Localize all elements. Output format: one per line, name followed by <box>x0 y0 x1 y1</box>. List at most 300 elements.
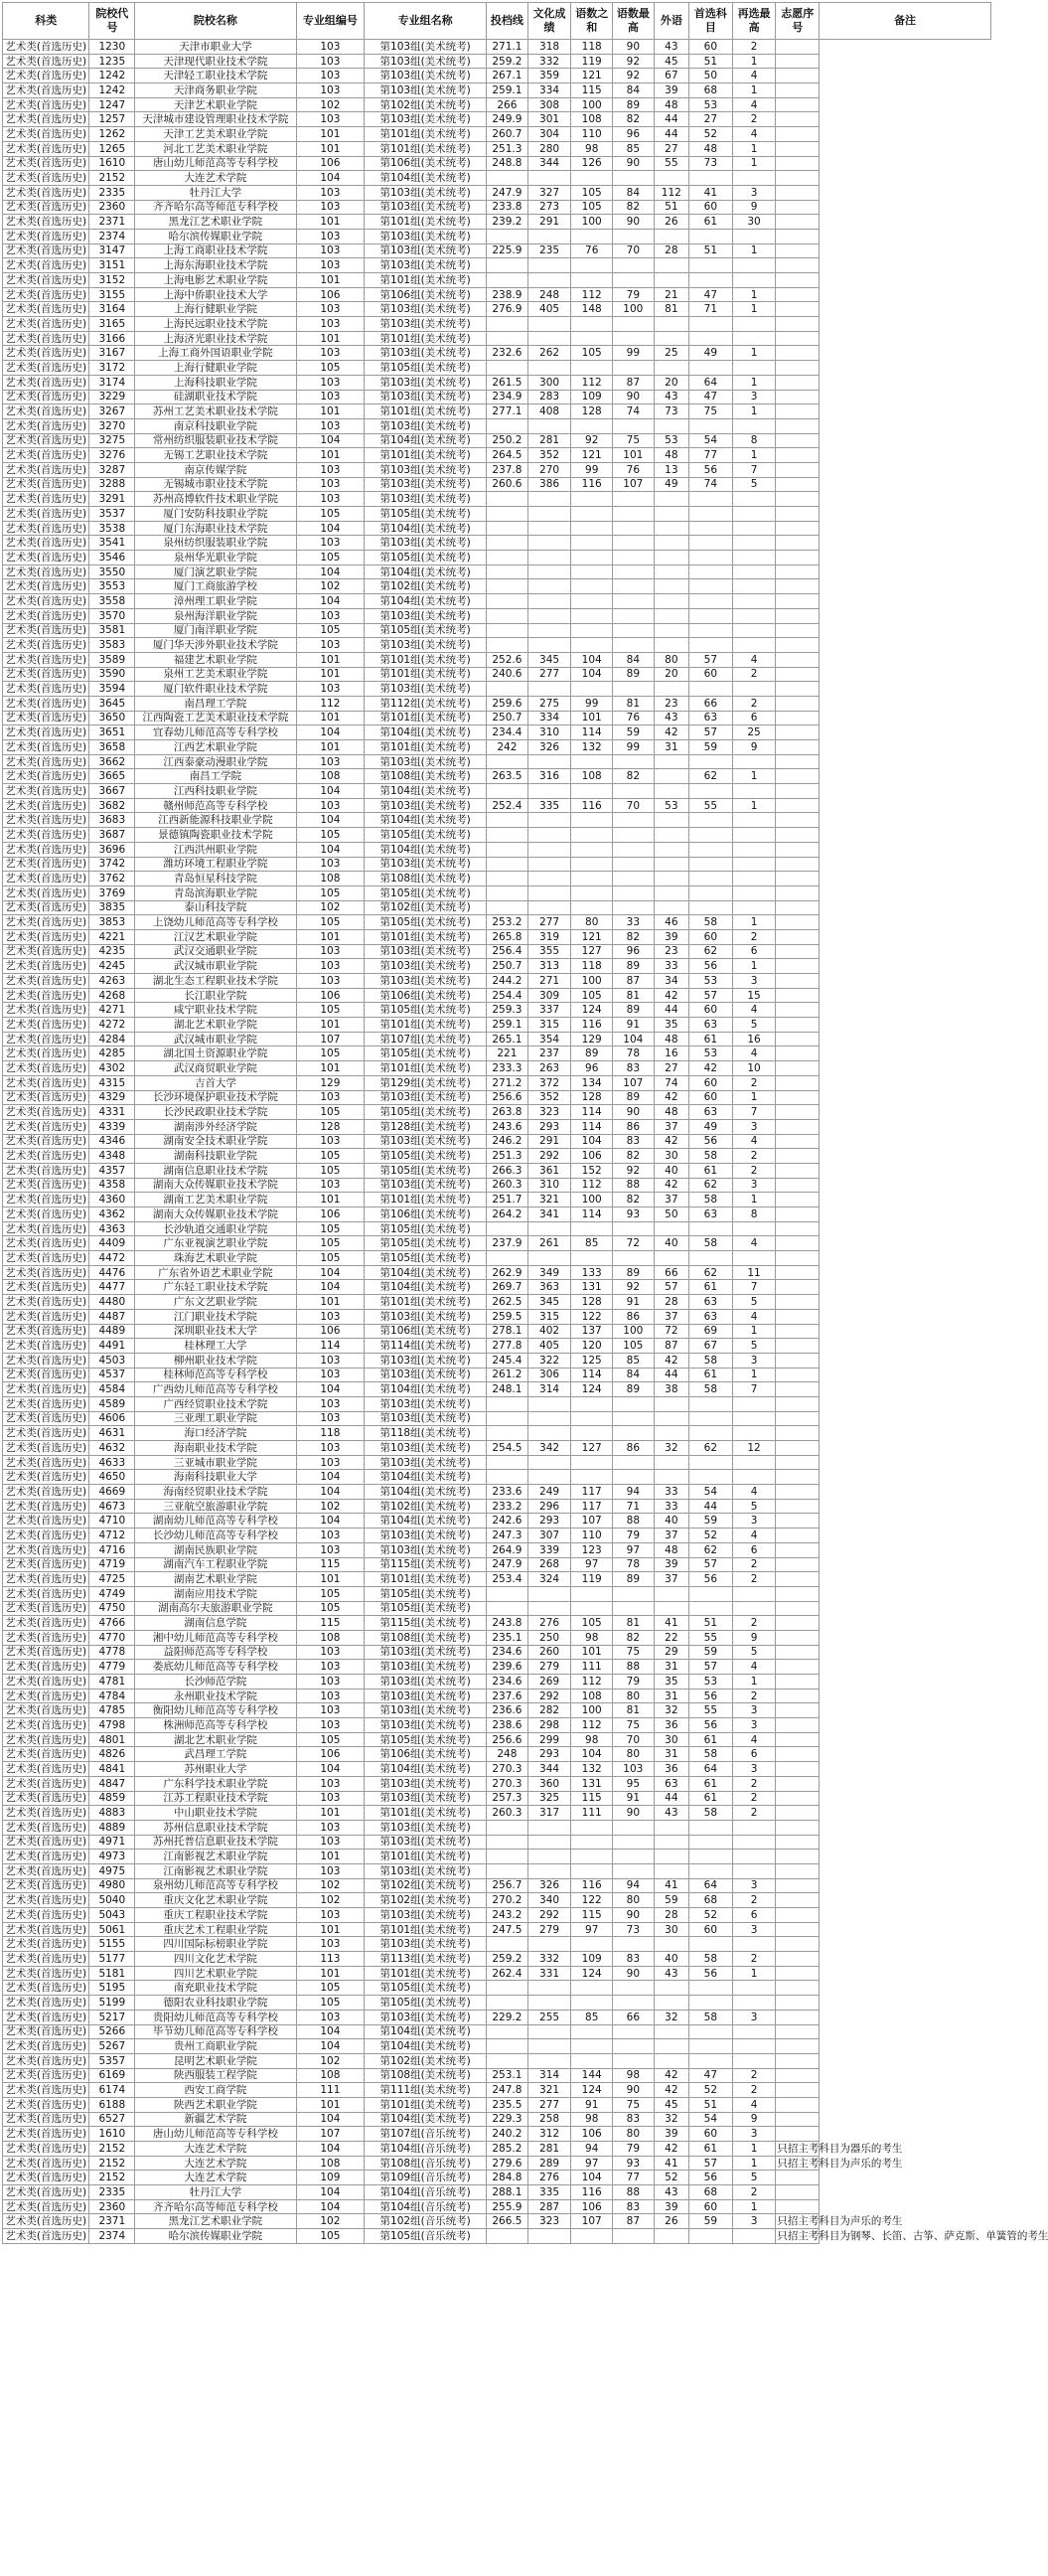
cell-school-code: 3165 <box>89 317 135 332</box>
cell-culture-score <box>527 507 571 522</box>
cell-first-subject <box>689 1981 733 1996</box>
cell-first-subject <box>689 872 733 886</box>
cell-cutoff <box>487 2039 528 2054</box>
table-row <box>3 2199 991 2214</box>
cell-cutoff <box>487 171 528 186</box>
cell-cutoff: 252.4 <box>487 798 528 813</box>
cell-chinese-math-sum: 108 <box>571 112 613 127</box>
cell-foreign-language: 72 <box>654 1324 688 1339</box>
cell-culture-score: 287 <box>527 2199 571 2214</box>
cell-preference-order <box>776 1878 820 1893</box>
cell-culture-score: 300 <box>527 375 571 390</box>
cell-foreign-language: 48 <box>654 1542 688 1557</box>
cell-chinese-math-max: 87 <box>613 2214 655 2229</box>
cell-group-name: 第103组(美术统考) <box>365 1441 487 1456</box>
cell-category: 艺术类(首选历史) <box>3 171 89 186</box>
table-row <box>3 418 991 433</box>
cell-first-subject: 53 <box>689 97 733 112</box>
cell-reselect-max: 3 <box>732 1353 776 1368</box>
cell-chinese-math-max: 82 <box>613 929 655 944</box>
cell-chinese-math-sum: 100 <box>571 97 613 112</box>
cell-preference-order <box>776 1630 820 1645</box>
cell-school-name: 厦门工商旅游学校 <box>135 579 296 594</box>
cell-preference-order <box>776 915 820 930</box>
cell-chinese-math-max: 89 <box>613 667 655 682</box>
cell-category: 艺术类(首选历史) <box>3 1163 89 1178</box>
cell-reselect-max: 1 <box>732 1193 776 1208</box>
cell-group-number: 103 <box>296 2010 365 2024</box>
cell-first-subject <box>689 2229 733 2244</box>
cell-school-code: 3541 <box>89 536 135 551</box>
cell-category: 艺术类(首选历史) <box>3 667 89 682</box>
cell-first-subject <box>689 2053 733 2068</box>
cell-school-code: 3769 <box>89 886 135 900</box>
cell-preference-order <box>776 2171 820 2185</box>
cell-school-code: 5043 <box>89 1908 135 1923</box>
cell-culture-score <box>527 784 571 799</box>
cell-foreign-language <box>654 623 688 638</box>
table-row <box>3 1149 991 1164</box>
cell-culture-score <box>527 1411 571 1426</box>
cell-school-code: 3151 <box>89 258 135 273</box>
cell-group-number: 105 <box>296 1981 365 1996</box>
cell-chinese-math-max: 87 <box>613 375 655 390</box>
cell-category: 艺术类(首选历史) <box>3 54 89 69</box>
cell-group-name: 第103组(美术统考) <box>365 477 487 492</box>
cell-culture-score <box>527 361 571 376</box>
cell-reselect-max: 1 <box>732 156 776 171</box>
cell-group-number: 101 <box>296 1061 365 1076</box>
cell-school-code: 4673 <box>89 1499 135 1514</box>
cell-group-name: 第106组(美术统考) <box>365 1747 487 1762</box>
cell-category: 艺术类(首选历史) <box>3 1090 89 1105</box>
cell-cutoff: 239.2 <box>487 215 528 230</box>
cell-reselect-max: 2 <box>732 2185 776 2200</box>
cell-cutoff: 250.7 <box>487 959 528 974</box>
cell-group-number: 104 <box>296 2039 365 2054</box>
cell-culture-score: 386 <box>527 477 571 492</box>
cell-group-number: 103 <box>296 1441 365 1456</box>
cell-culture-score: 316 <box>527 769 571 784</box>
cell-chinese-math-max: 83 <box>613 2112 655 2127</box>
cell-cutoff <box>487 1251 528 1266</box>
col-header-category: 科类 <box>3 3 89 40</box>
cell-group-number: 112 <box>296 696 365 711</box>
cell-school-code: 3537 <box>89 507 135 522</box>
cell-school-code: 4362 <box>89 1208 135 1222</box>
cell-preference-order <box>776 97 820 112</box>
cell-category: 艺术类(首选历史) <box>3 1295 89 1310</box>
cell-group-name: 第103组(美术统考) <box>365 682 487 697</box>
cell-cutoff: 284.8 <box>487 2171 528 2185</box>
cell-school-code: 4770 <box>89 1630 135 1645</box>
cell-first-subject: 52 <box>689 2083 733 2098</box>
cell-group-number: 103 <box>296 1675 365 1690</box>
cell-category: 艺术类(首选历史) <box>3 2097 89 2112</box>
cell-chinese-math-max <box>613 2024 655 2039</box>
cell-school-code: 4631 <box>89 1426 135 1441</box>
cell-chinese-math-sum: 97 <box>571 1922 613 1937</box>
cell-school-code: 3590 <box>89 667 135 682</box>
cell-foreign-language: 39 <box>654 2199 688 2214</box>
cell-group-number: 106 <box>296 1208 365 1222</box>
table-row <box>3 141 991 156</box>
cell-foreign-language: 43 <box>654 711 688 725</box>
table-row <box>3 1046 991 1061</box>
cell-category: 艺术类(首选历史) <box>3 229 89 243</box>
cell-preference-order <box>776 1208 820 1222</box>
cell-group-number: 101 <box>296 331 365 346</box>
cell-school-name: 长沙环境保护职业技术学院 <box>135 1090 296 1105</box>
cell-cutoff: 265.8 <box>487 929 528 944</box>
cell-chinese-math-sum: 104 <box>571 1747 613 1762</box>
cell-first-subject <box>689 813 733 828</box>
cell-chinese-math-max: 90 <box>613 215 655 230</box>
cell-school-code: 4409 <box>89 1236 135 1251</box>
cell-chinese-math-max <box>613 331 655 346</box>
cell-chinese-math-max <box>613 828 655 843</box>
cell-chinese-math-sum: 114 <box>571 725 613 740</box>
cell-cutoff <box>487 492 528 507</box>
cell-preference-order <box>776 1514 820 1529</box>
cell-culture-score: 279 <box>527 1922 571 1937</box>
cell-first-subject: 58 <box>689 915 733 930</box>
cell-school-name: 衡阳幼儿师范高等专科学校 <box>135 1703 296 1718</box>
cell-group-number: 101 <box>296 448 365 463</box>
cell-group-name: 第103组(美术统考) <box>365 1090 487 1105</box>
cell-chinese-math-sum <box>571 2053 613 2068</box>
cell-culture-score: 277 <box>527 915 571 930</box>
cell-reselect-max <box>732 857 776 872</box>
cell-cutoff: 239.6 <box>487 1660 528 1675</box>
cell-reselect-max: 2 <box>732 1075 776 1090</box>
cell-chinese-math-sum <box>571 1586 613 1601</box>
cell-preference-order <box>776 1806 820 1821</box>
cell-school-name: 天津现代职业技术学院 <box>135 54 296 69</box>
cell-chinese-math-sum: 101 <box>571 1645 613 1660</box>
cell-first-subject: 47 <box>689 287 733 302</box>
table-row <box>3 1280 991 1295</box>
cell-first-subject: 47 <box>689 2068 733 2083</box>
cell-culture-score: 304 <box>527 127 571 142</box>
cell-category: 艺术类(首选历史) <box>3 1105 89 1120</box>
table-row <box>3 1499 991 1514</box>
cell-preference-order <box>776 1937 820 1952</box>
cell-foreign-language: 21 <box>654 287 688 302</box>
table-row <box>3 404 991 419</box>
cell-chinese-math-max <box>613 1996 655 2011</box>
cell-school-name: 上海行健职业学院 <box>135 361 296 376</box>
cell-chinese-math-max: 90 <box>613 1966 655 1981</box>
cell-first-subject: 52 <box>689 1529 733 1543</box>
cell-school-code: 1610 <box>89 156 135 171</box>
cell-school-code: 4750 <box>89 1601 135 1616</box>
cell-group-name: 第103组(美术统考) <box>365 54 487 69</box>
table-row <box>3 536 991 551</box>
table-row <box>3 798 991 813</box>
cell-culture-score <box>527 886 571 900</box>
cell-preference-order <box>776 1455 820 1470</box>
cell-category: 艺术类(首选历史) <box>3 1251 89 1266</box>
cell-culture-score: 250 <box>527 1630 571 1645</box>
cell-foreign-language: 22 <box>654 1630 688 1645</box>
cell-foreign-language: 33 <box>654 959 688 974</box>
cell-chinese-math-sum: 132 <box>571 740 613 755</box>
cell-group-name: 第104组(美术统考) <box>365 521 487 536</box>
cell-group-name: 第101组(美术统考) <box>365 1922 487 1937</box>
cell-school-code: 3538 <box>89 521 135 536</box>
cell-preference-order <box>776 725 820 740</box>
cell-foreign-language: 112 <box>654 185 688 200</box>
cell-school-code: 4537 <box>89 1368 135 1382</box>
cell-chinese-math-sum <box>571 886 613 900</box>
cell-preference-order <box>776 1339 820 1354</box>
cell-group-name: 第101组(美术统考) <box>365 1966 487 1981</box>
cell-first-subject: 62 <box>689 1178 733 1193</box>
cell-cutoff: 259.6 <box>487 696 528 711</box>
cell-cutoff <box>487 273 528 288</box>
cell-reselect-max: 3 <box>732 390 776 404</box>
cell-category: 艺术类(首选历史) <box>3 1747 89 1762</box>
cell-school-name: 南京科技职业学院 <box>135 418 296 433</box>
cell-culture-score: 275 <box>527 696 571 711</box>
cell-category: 艺术类(首选历史) <box>3 551 89 565</box>
cell-reselect-max <box>732 331 776 346</box>
cell-school-code: 4785 <box>89 1703 135 1718</box>
table-row <box>3 1178 991 1193</box>
cell-category: 艺术类(首选历史) <box>3 1411 89 1426</box>
table-row <box>3 2171 991 2185</box>
table-row <box>3 872 991 886</box>
cell-culture-score: 339 <box>527 1542 571 1557</box>
cell-chinese-math-sum: 112 <box>571 1675 613 1690</box>
cell-foreign-language <box>654 1586 688 1601</box>
cell-reselect-max: 4 <box>732 69 776 83</box>
cell-category: 艺术类(首选历史) <box>3 1689 89 1703</box>
cell-preference-order <box>776 1689 820 1703</box>
cell-category: 艺术类(首选历史) <box>3 215 89 230</box>
cell-group-number: 107 <box>296 2127 365 2142</box>
cell-reselect-max: 4 <box>732 1732 776 1747</box>
cell-group-name: 第103组(美术统考) <box>365 798 487 813</box>
cell-school-code: 3174 <box>89 375 135 390</box>
cell-school-name: 泰山科技学院 <box>135 900 296 915</box>
cell-group-number: 103 <box>296 1455 365 1470</box>
cell-school-name: 湖南大众传媒职业技术学院 <box>135 1178 296 1193</box>
cell-preference-order <box>776 1572 820 1587</box>
table-row <box>3 915 991 930</box>
cell-first-subject: 58 <box>689 1382 733 1397</box>
cell-chinese-math-sum <box>571 536 613 551</box>
cell-category: 艺术类(首选历史) <box>3 462 89 477</box>
cell-reselect-max: 5 <box>732 2171 776 2185</box>
cell-school-name: 黑龙江艺术职业学院 <box>135 215 296 230</box>
cell-foreign-language <box>654 492 688 507</box>
cell-chinese-math-sum: 152 <box>571 1163 613 1178</box>
cell-cutoff: 225.9 <box>487 243 528 258</box>
cell-school-name: 三亚航空旅游职业学院 <box>135 1499 296 1514</box>
table-row <box>3 507 991 522</box>
cell-preference-order <box>776 1046 820 1061</box>
cell-chinese-math-sum <box>571 331 613 346</box>
cell-first-subject: 68 <box>689 1893 733 1908</box>
cell-school-code: 4650 <box>89 1470 135 1485</box>
cell-first-subject <box>689 258 733 273</box>
cell-preference-order <box>776 1470 820 1485</box>
cell-foreign-language: 53 <box>654 433 688 448</box>
cell-first-subject: 58 <box>689 1353 733 1368</box>
cell-chinese-math-max: 92 <box>613 69 655 83</box>
cell-group-name: 第103组(美术统考) <box>365 1529 487 1543</box>
cell-reselect-max: 1 <box>732 243 776 258</box>
cell-foreign-language: 23 <box>654 696 688 711</box>
cell-chinese-math-sum: 117 <box>571 1499 613 1514</box>
cell-foreign-language: 41 <box>654 2156 688 2171</box>
cell-reselect-max: 10 <box>732 1061 776 1076</box>
cell-category: 艺术类(首选历史) <box>3 1455 89 1470</box>
cell-cutoff: 238.6 <box>487 1718 528 1733</box>
table-row <box>3 302 991 317</box>
cell-reselect-max: 2 <box>732 112 776 127</box>
cell-first-subject <box>689 594 733 609</box>
cell-foreign-language: 28 <box>654 1908 688 1923</box>
cell-cutoff: 259.1 <box>487 1018 528 1033</box>
cell-category: 艺术类(首选历史) <box>3 2010 89 2024</box>
cell-foreign-language: 26 <box>654 2214 688 2229</box>
cell-cutoff: 256.6 <box>487 1732 528 1747</box>
cell-chinese-math-max: 73 <box>613 1922 655 1937</box>
cell-group-number: 102 <box>296 900 365 915</box>
cell-preference-order <box>776 507 820 522</box>
cell-category: 艺术类(首选历史) <box>3 594 89 609</box>
cell-culture-score: 405 <box>527 302 571 317</box>
cell-foreign-language <box>654 682 688 697</box>
cell-chinese-math-sum: 107 <box>571 1514 613 1529</box>
cell-preference-order: 只招主考科目为声乐的考生 <box>777 2157 903 2170</box>
cell-chinese-math-sum <box>571 872 613 886</box>
cell-school-code: 4975 <box>89 1863 135 1878</box>
cell-category: 艺术类(首选历史) <box>3 1675 89 1690</box>
cell-category: 艺术类(首选历史) <box>3 652 89 667</box>
cell-reselect-max: 1 <box>732 959 776 974</box>
table-row <box>3 1689 991 1703</box>
cell-group-number: 105 <box>296 1046 365 1061</box>
cell-reselect-max: 9 <box>732 200 776 215</box>
cell-foreign-language <box>654 1251 688 1266</box>
cell-school-name: 长沙幼儿师范高等专科学校 <box>135 1529 296 1543</box>
cell-chinese-math-max <box>613 521 655 536</box>
cell-category: 艺术类(首选历史) <box>3 1776 89 1791</box>
table-row <box>3 944 991 959</box>
cell-cutoff: 232.6 <box>487 346 528 361</box>
cell-culture-score: 355 <box>527 944 571 959</box>
cell-school-code: 4980 <box>89 1878 135 1893</box>
cell-reselect-max <box>732 1396 776 1411</box>
cell-category: 艺术类(首选历史) <box>3 2083 89 2098</box>
cell-reselect-max: 4 <box>732 1046 776 1061</box>
cell-reselect-max: 3 <box>732 1922 776 1937</box>
cell-first-subject: 61 <box>689 1791 733 1806</box>
cell-chinese-math-max <box>613 507 655 522</box>
cell-chinese-math-max <box>613 229 655 243</box>
cell-chinese-math-max <box>613 258 655 273</box>
cell-cutoff: 266.3 <box>487 1163 528 1178</box>
cell-culture-score: 323 <box>527 2214 571 2229</box>
cell-chinese-math-sum: 132 <box>571 1762 613 1777</box>
cell-cutoff: 229.2 <box>487 2010 528 2024</box>
cell-culture-score <box>527 521 571 536</box>
cell-school-name: 唐山幼儿师范高等专科学校 <box>135 156 296 171</box>
cell-chinese-math-max: 94 <box>613 1878 655 1893</box>
cell-school-code: 4847 <box>89 1776 135 1791</box>
cell-chinese-math-sum: 104 <box>571 2171 613 2185</box>
cell-cutoff <box>487 258 528 273</box>
cell-chinese-math-max: 88 <box>613 1178 655 1193</box>
cell-reselect-max: 1 <box>732 346 776 361</box>
cell-group-number: 102 <box>296 1893 365 1908</box>
cell-group-number: 103 <box>296 1835 365 1850</box>
cell-reselect-max: 2 <box>732 667 776 682</box>
cell-preference-order <box>776 418 820 433</box>
cell-group-number: 103 <box>296 1820 365 1835</box>
cell-foreign-language: 53 <box>654 798 688 813</box>
cell-school-name: 无锡工艺职业技术学院 <box>135 448 296 463</box>
cell-group-name: 第104组(音乐统考) <box>365 2142 487 2157</box>
cell-chinese-math-max: 89 <box>613 1090 655 1105</box>
cell-school-name: 常州纺织服装职业技术学院 <box>135 433 296 448</box>
cell-chinese-math-sum: 148 <box>571 302 613 317</box>
cell-category: 艺术类(首选历史) <box>3 1922 89 1937</box>
cell-culture-score <box>527 1251 571 1266</box>
cell-reselect-max: 3 <box>732 1514 776 1529</box>
cell-school-name: 泉州华光职业学院 <box>135 551 296 565</box>
cell-school-name: 海南职业技术学院 <box>135 1441 296 1456</box>
cell-foreign-language: 48 <box>654 448 688 463</box>
cell-chinese-math-max: 92 <box>613 54 655 69</box>
cell-chinese-math-max <box>613 900 655 915</box>
cell-culture-score: 293 <box>527 1747 571 1762</box>
cell-culture-score <box>527 492 571 507</box>
cell-chinese-math-sum: 128 <box>571 404 613 419</box>
cell-chinese-math-max <box>613 1835 655 1850</box>
cell-chinese-math-sum: 105 <box>571 1616 613 1631</box>
cell-first-subject: 60 <box>689 2199 733 2214</box>
cell-first-subject: 55 <box>689 1703 733 1718</box>
cell-reselect-max: 8 <box>732 1208 776 1222</box>
cell-chinese-math-max <box>613 872 655 886</box>
cell-group-number: 103 <box>296 1718 365 1733</box>
cell-first-subject <box>689 521 733 536</box>
cell-group-number: 103 <box>296 229 365 243</box>
cell-culture-score: 408 <box>527 404 571 419</box>
cell-chinese-math-max: 70 <box>613 243 655 258</box>
cell-group-name: 第118组(美术统考) <box>365 1426 487 1441</box>
cell-first-subject <box>689 784 733 799</box>
cell-chinese-math-max: 104 <box>613 1032 655 1046</box>
cell-foreign-language <box>654 638 688 653</box>
cell-foreign-language <box>654 317 688 332</box>
cell-cutoff: 253.1 <box>487 2068 528 2083</box>
cell-chinese-math-sum: 134 <box>571 1075 613 1090</box>
cell-reselect-max: 4 <box>732 127 776 142</box>
cell-category: 艺术类(首选历史) <box>3 1032 89 1046</box>
cell-preference-order <box>776 40 820 55</box>
cell-school-name: 四川国际标榜职业学院 <box>135 1937 296 1952</box>
cell-cutoff: 262.5 <box>487 1295 528 1310</box>
cell-foreign-language <box>654 1996 688 2011</box>
cell-foreign-language: 33 <box>654 1485 688 1500</box>
cell-reselect-max <box>732 1455 776 1470</box>
